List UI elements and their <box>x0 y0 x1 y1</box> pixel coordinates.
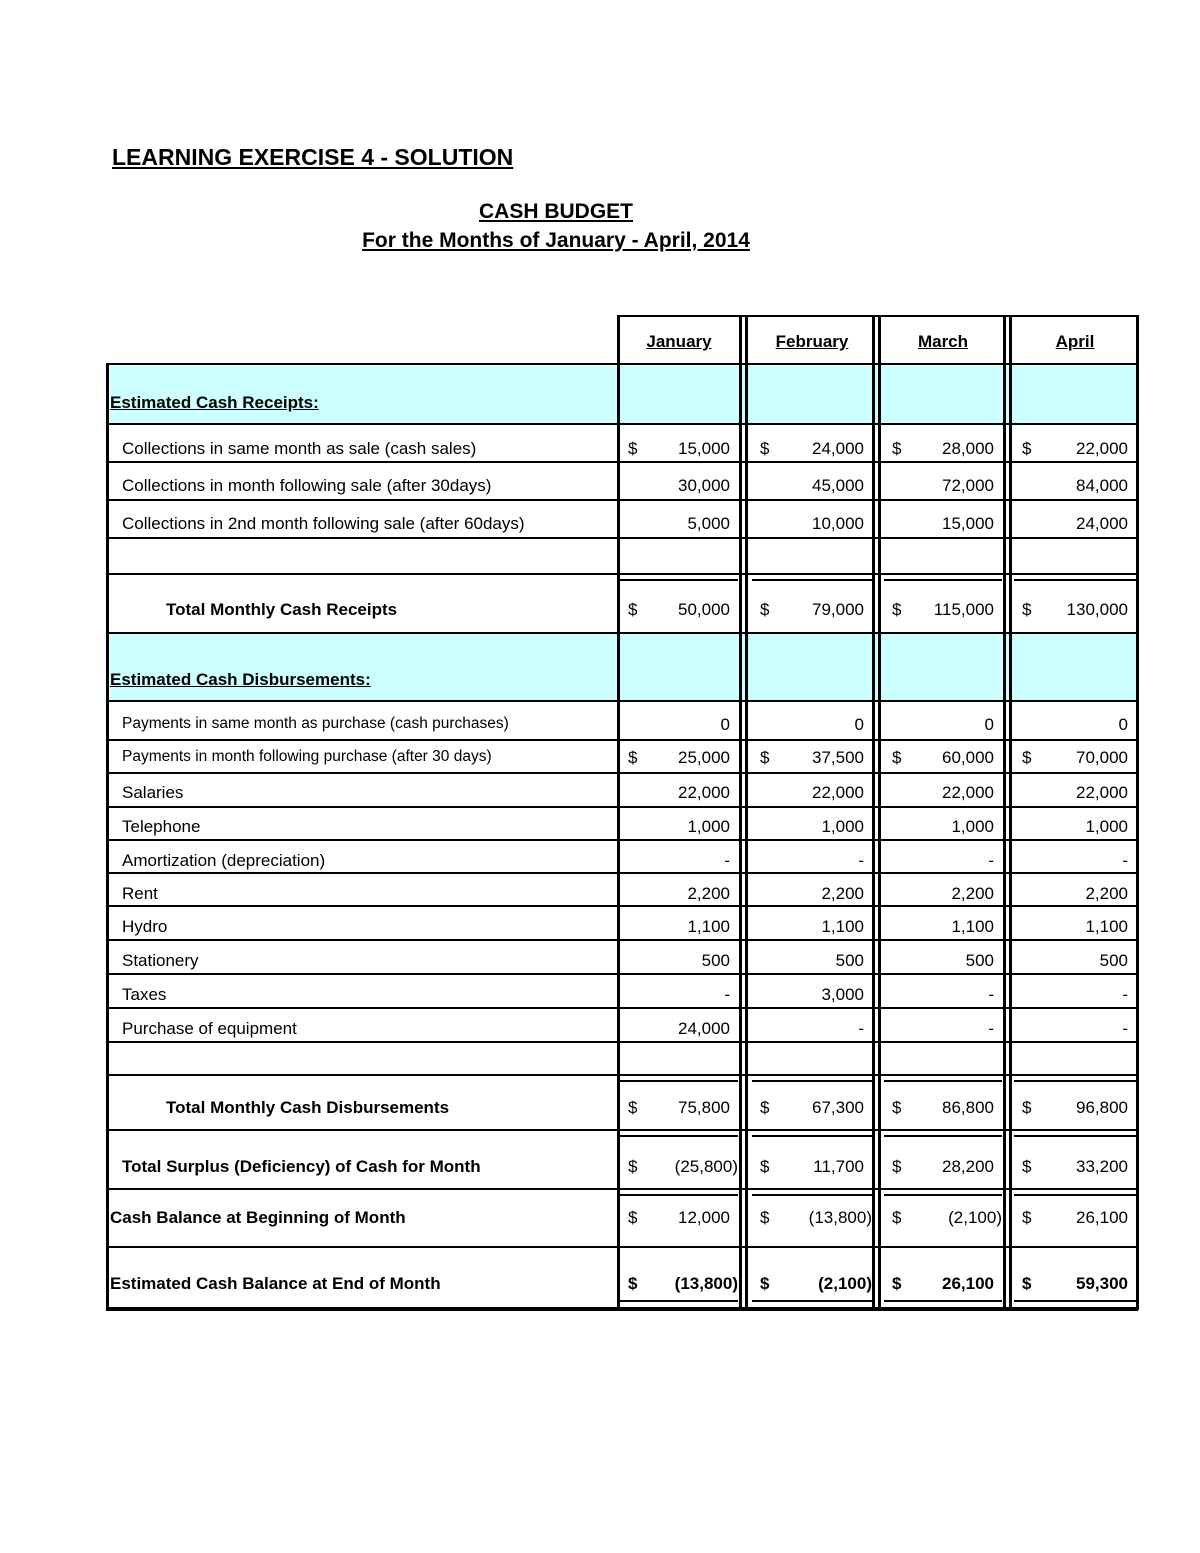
document-title: LEARNING EXERCISE 4 - SOLUTION <box>112 144 514 170</box>
grid-line <box>106 363 109 1310</box>
grid-line <box>620 1194 738 1196</box>
collections-same-month-dollar-sign: $ <box>1022 439 1032 458</box>
salaries-march: 22,000 <box>942 783 994 802</box>
grid-line <box>1014 1194 1136 1196</box>
grid-line <box>108 1007 1138 1009</box>
taxes-january: - <box>724 985 730 1004</box>
total-monthly-cash-disbursements-dollar-sign: $ <box>892 1098 902 1117</box>
total-monthly-cash-receipts-february: 79,000 <box>812 600 864 619</box>
grid-line <box>108 1074 1138 1076</box>
total-monthly-cash-receipts-label: Total Monthly Cash Receipts <box>166 600 398 619</box>
grid-line <box>108 772 1138 774</box>
section-fill <box>110 634 1136 700</box>
total-monthly-cash-disbursements-february: 67,300 <box>812 1098 864 1117</box>
stationery-label: Stationery <box>122 951 199 970</box>
cash-balance-beginning-march: (2,100) <box>948 1208 1002 1227</box>
grid-line <box>108 700 1138 702</box>
purchase-of-equipment-march: - <box>988 1019 994 1038</box>
hydro-march: 1,100 <box>951 917 994 936</box>
grid-line <box>884 1194 1002 1196</box>
grid-line <box>108 1041 1138 1043</box>
month-header-march: March <box>917 332 969 351</box>
estimated-cash-balance-end-february: (2,100) <box>818 1274 872 1293</box>
grid-line <box>1014 579 1136 581</box>
collections-same-month-january: 15,000 <box>678 439 730 458</box>
payments-same-month-january: 0 <box>720 715 730 734</box>
grid-line <box>1014 1135 1136 1137</box>
total-surplus-deficiency-dollar-sign: $ <box>760 1157 770 1176</box>
stationery-january: 500 <box>701 951 730 970</box>
grid-line <box>1003 315 1006 1310</box>
taxes-february: 3,000 <box>821 985 864 1004</box>
total-surplus-deficiency-april: 33,200 <box>1076 1157 1128 1176</box>
cash-budget-period: For the Months of January - April, 2014 <box>362 229 750 252</box>
payments-following-month-february: 37,500 <box>812 748 864 767</box>
grid-line <box>108 739 1138 741</box>
collections-following-month-march: 72,000 <box>942 476 994 495</box>
rent-february: 2,200 <box>821 884 864 903</box>
salaries-january: 22,000 <box>678 783 730 802</box>
total-surplus-deficiency-january: (25,800) <box>674 1157 738 1176</box>
grid-line <box>108 839 1138 841</box>
total-monthly-cash-receipts-january: 50,000 <box>678 600 730 619</box>
estimated-cash-balance-end-dollar-sign: $ <box>892 1274 902 1293</box>
total-surplus-deficiency-march: 28,200 <box>942 1157 994 1176</box>
taxes-label: Taxes <box>122 985 167 1004</box>
total-surplus-deficiency-february: 11,700 <box>813 1157 864 1176</box>
amortization-february: - <box>858 851 864 870</box>
total-surplus-deficiency-dollar-sign: $ <box>892 1157 902 1176</box>
salaries-april: 22,000 <box>1076 783 1128 802</box>
estimated-cash-balance-end-april: 59,300 <box>1076 1274 1128 1293</box>
grid-line <box>620 1135 738 1137</box>
estimated-cash-balance-end-march: 26,100 <box>942 1274 994 1293</box>
total-surplus-deficiency-dollar-sign: $ <box>1022 1157 1032 1176</box>
grid-line <box>108 499 1138 501</box>
payments-following-month-dollar-sign: $ <box>628 748 638 767</box>
total-surplus-deficiency-label: Total Surplus (Deficiency) of Cash for Month <box>122 1157 481 1176</box>
grid-line <box>752 1300 872 1302</box>
grid-line <box>108 1129 1138 1131</box>
telephone-february: 1,000 <box>821 817 864 836</box>
grid-line <box>108 872 1138 874</box>
grid-line <box>745 315 748 1310</box>
grid-line <box>752 1194 872 1196</box>
total-monthly-cash-disbursements-april: 96,800 <box>1076 1098 1128 1117</box>
estimated-cash-balance-end-january: (13,800) <box>674 1274 738 1293</box>
total-monthly-cash-receipts-dollar-sign: $ <box>1022 600 1032 619</box>
total-monthly-cash-receipts-dollar-sign: $ <box>892 600 902 619</box>
payments-following-month-april: 70,000 <box>1076 748 1128 767</box>
month-header-january: January <box>646 332 712 351</box>
collections-same-month-february: 24,000 <box>812 439 864 458</box>
grid-line <box>872 315 875 1310</box>
grid-line <box>108 806 1138 808</box>
collections-following-month-february: 45,000 <box>812 476 864 495</box>
total-monthly-cash-disbursements-label: Total Monthly Cash Disbursements <box>166 1098 450 1117</box>
collections-2nd-month-april: 24,000 <box>1076 514 1128 533</box>
purchase-of-equipment-january: 24,000 <box>678 1019 730 1038</box>
grid-line <box>884 579 1002 581</box>
collections-2nd-month-february: 10,000 <box>812 514 864 533</box>
grid-line <box>884 1300 1002 1302</box>
estimated-cash-balance-end-dollar-sign: $ <box>628 1274 638 1293</box>
cash-balance-beginning-dollar-sign: $ <box>1022 1208 1032 1227</box>
grid-line <box>884 1080 1002 1082</box>
collections-2nd-month-march: 15,000 <box>942 514 994 533</box>
payments-same-month-april: 0 <box>1118 715 1128 734</box>
purchase-of-equipment-april: - <box>1122 1019 1128 1038</box>
collections-following-month-april: 84,000 <box>1076 476 1128 495</box>
collections-following-month-january: 30,000 <box>678 476 730 495</box>
amortization-april: - <box>1122 851 1128 870</box>
grid-line <box>1136 315 1139 1310</box>
grid-line <box>108 461 1138 463</box>
grid-line <box>752 1080 872 1082</box>
grid-line <box>620 579 738 581</box>
collections-same-month-march: 28,000 <box>942 439 994 458</box>
amortization-march: - <box>988 851 994 870</box>
grid-line <box>108 1246 1138 1248</box>
cash-balance-beginning-label: Cash Balance at Beginning of Month <box>110 1208 406 1227</box>
grid-line <box>884 1135 1002 1137</box>
payments-same-month-march: 0 <box>984 715 994 734</box>
total-monthly-cash-receipts-april: 130,000 <box>1066 600 1128 619</box>
cash-budget-heading: CASH BUDGET <box>478 200 633 223</box>
grid-line <box>106 1308 1138 1311</box>
cash-balance-beginning-dollar-sign: $ <box>892 1208 902 1227</box>
taxes-april: - <box>1122 985 1128 1004</box>
hydro-january: 1,100 <box>687 917 730 936</box>
stationery-february: 500 <box>835 951 864 970</box>
grid-line <box>739 315 742 1310</box>
telephone-april: 1,000 <box>1085 817 1128 836</box>
grid-line <box>108 1188 1138 1190</box>
collections-same-month-label: Collections in same month as sale (cash sales) <box>122 439 477 458</box>
salaries-label: Salaries <box>122 783 184 802</box>
total-monthly-cash-disbursements-march: 86,800 <box>942 1098 994 1117</box>
telephone-label: Telephone <box>122 817 201 836</box>
salaries-february: 22,000 <box>812 783 864 802</box>
cash-balance-beginning-dollar-sign: $ <box>628 1208 638 1227</box>
payments-following-month-january: 25,000 <box>678 748 730 767</box>
collections-same-month-april: 22,000 <box>1076 439 1128 458</box>
amortization-label: Amortization (depreciation) <box>122 851 326 870</box>
grid-line <box>106 363 1138 365</box>
payments-following-month-dollar-sign: $ <box>1022 748 1032 767</box>
rent-label: Rent <box>122 884 158 903</box>
collections-2nd-month-label: Collections in 2nd month following sale (after 60days) <box>122 514 525 533</box>
total-surplus-deficiency-dollar-sign: $ <box>628 1157 638 1176</box>
payments-following-month-march: 60,000 <box>942 748 994 767</box>
grid-line <box>108 632 1138 634</box>
collections-same-month-dollar-sign: $ <box>760 439 770 458</box>
cash-balance-beginning-january: 12,000 <box>678 1208 730 1227</box>
collections-following-month-label: Collections in month following sale (after 30days) <box>122 476 492 495</box>
grid-line <box>108 537 1138 539</box>
month-header-april: April <box>1055 332 1095 351</box>
grid-line <box>108 905 1138 907</box>
grid-line <box>1014 1300 1136 1302</box>
estimated-cash-balance-end-dollar-sign: $ <box>760 1274 770 1293</box>
collections-2nd-month-january: 5,000 <box>687 514 730 533</box>
cash-balance-beginning-dollar-sign: $ <box>760 1208 770 1227</box>
payments-following-month-dollar-sign: $ <box>892 748 902 767</box>
telephone-january: 1,000 <box>687 817 730 836</box>
estimated-cash-balance-end-dollar-sign: $ <box>1022 1274 1032 1293</box>
total-monthly-cash-disbursements-dollar-sign: $ <box>760 1098 770 1117</box>
grid-line <box>108 973 1138 975</box>
rent-march: 2,200 <box>951 884 994 903</box>
purchase-of-equipment-label: Purchase of equipment <box>122 1019 297 1038</box>
grid-line <box>752 579 872 581</box>
estimated-cash-balance-end-label: Estimated Cash Balance at End of Month <box>110 1274 441 1293</box>
total-monthly-cash-receipts-dollar-sign: $ <box>628 600 638 619</box>
hydro-april: 1,100 <box>1085 917 1128 936</box>
estimated-cash-receipts-header-label: Estimated Cash Receipts: <box>110 393 319 412</box>
total-monthly-cash-disbursements-dollar-sign: $ <box>1022 1098 1032 1117</box>
rent-january: 2,200 <box>687 884 730 903</box>
taxes-march: - <box>988 985 994 1004</box>
hydro-label: Hydro <box>122 917 168 936</box>
payments-following-month-label: Payments in month following purchase (after 30 days) <box>122 748 492 765</box>
stationery-april: 500 <box>1099 951 1128 970</box>
grid-line <box>108 423 1138 425</box>
amortization-january: - <box>724 851 730 870</box>
payments-following-month-dollar-sign: $ <box>760 748 770 767</box>
total-monthly-cash-receipts-march: 115,000 <box>933 600 994 619</box>
telephone-march: 1,000 <box>951 817 994 836</box>
grid-line <box>620 1300 738 1302</box>
collections-same-month-dollar-sign: $ <box>892 439 902 458</box>
rent-april: 2,200 <box>1085 884 1128 903</box>
grid-line <box>878 315 881 1310</box>
cash-balance-beginning-april: 26,100 <box>1076 1208 1128 1227</box>
grid-line <box>1009 315 1012 1310</box>
total-monthly-cash-disbursements-dollar-sign: $ <box>628 1098 638 1117</box>
cash-balance-beginning-february: (13,800) <box>808 1208 872 1227</box>
grid-line <box>108 939 1138 941</box>
collections-same-month-dollar-sign: $ <box>628 439 638 458</box>
grid-line <box>108 573 1138 575</box>
hydro-february: 1,100 <box>821 917 864 936</box>
purchase-of-equipment-february: - <box>858 1019 864 1038</box>
grid-line <box>617 315 620 1310</box>
stationery-march: 500 <box>965 951 994 970</box>
grid-line <box>752 1135 872 1137</box>
total-monthly-cash-receipts-dollar-sign: $ <box>760 600 770 619</box>
grid-line <box>620 1080 738 1082</box>
estimated-cash-disbursements-header-label: Estimated Cash Disbursements: <box>110 670 371 689</box>
payments-same-month-february: 0 <box>854 715 864 734</box>
grid-line <box>1014 1080 1136 1082</box>
payments-same-month-label: Payments in same month as purchase (cash purchases) <box>122 715 509 732</box>
total-monthly-cash-disbursements-january: 75,800 <box>678 1098 730 1117</box>
month-header-february: February <box>775 332 849 351</box>
